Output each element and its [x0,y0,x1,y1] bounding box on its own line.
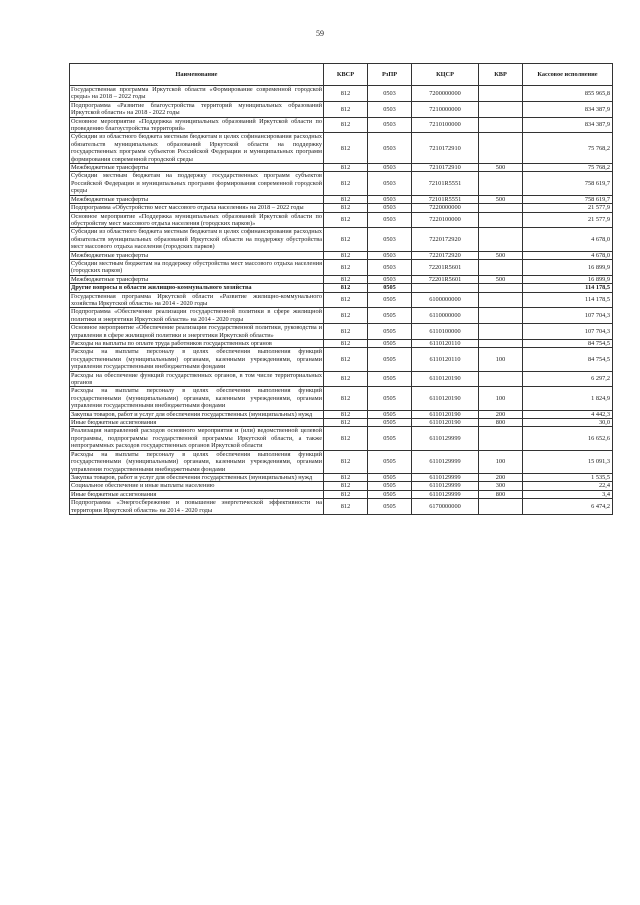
row-rzpr: 0505 [368,387,412,410]
row-name: Расходы на выплаты персоналу в целях обеспечения выполнения функций государственными (муниципальными) органами, казенными учреждениями, органами управления государственными внебюджетными фондами [71,387,322,410]
row-rzpr: 0503 [368,251,412,259]
row-kvsr: 812 [324,473,368,481]
row-kvsr: 812 [324,450,368,473]
row-kcsr: 6110129999 [412,427,479,450]
row-amount: 834 387,9 [523,117,613,133]
row-rzpr: 0505 [368,308,412,324]
row-kcsr: 6110120190 [412,410,479,418]
row-kvr: 800 [479,490,523,498]
row-rzpr: 0503 [368,117,412,133]
row-kvsr: 812 [324,204,368,212]
table-header-row [70,64,613,86]
row-amount: 3,4 [523,490,613,498]
row-kcsr: 6170000000 [412,499,479,515]
row-name: Субсидии местным бюджетам на поддержку обустройства мест массового отдыха населения (городских парков) [71,259,322,275]
row-amount: 855 965,8 [523,86,613,102]
row-kcsr: 6110120190 [412,371,479,387]
row-kcsr: 7210100000 [412,117,479,133]
table-row [70,275,613,283]
table-row [70,499,613,515]
row-name: Государственная программа Иркутской области «Развитие жилищно-коммунального хозяйства Иркутской области» на 2014 - 2020 годы [71,292,322,307]
table-row [70,212,613,228]
row-amount: 22,4 [523,482,613,490]
budget-table [69,63,613,515]
row-name: Иные бюджетные ассигнования [70,419,324,427]
row-kvr: 200 [479,410,523,418]
row-rzpr: 0503 [368,164,412,172]
row-name: Межбюджетные трансферты [70,275,324,283]
row-rzpr: 0505 [368,490,412,498]
table-row [70,251,613,259]
row-kvsr: 812 [324,164,368,172]
row-kvr: 100 [479,387,523,410]
table-row [70,164,613,172]
row-kcsr: 7220172920 [412,251,479,259]
row-kcsr: 6110129999 [412,482,479,490]
row-kvsr: 812 [324,387,368,410]
row-rzpr: 0505 [368,473,412,481]
row-rzpr: 0505 [368,340,412,348]
row-rzpr: 0505 [368,284,412,292]
row-name: Субсидии из областного бюджета местным бюджетам в целях софинансирования расходных обязательств муниципальных образований Иркутской области на поддержку государственных программ субъектов Российской Федерации и муниципальных программ формирования современной городской среды [71,133,322,163]
row-kcsr: 7210172910 [412,164,479,172]
row-rzpr: 0505 [368,419,412,427]
row-name: Межбюджетные трансферты [70,195,324,203]
row-kvr: 500 [479,275,523,283]
row-kvsr: 812 [324,251,368,259]
row-name: Расходы на выплаты персоналу в целях обеспечения выполнения функций государственными (муниципальными) органами, казенными учреждениями, органами управления государственными внебюджетными фондами [71,450,322,473]
row-kcsr: 6110120190 [412,387,479,410]
row-amount: 1 824,9 [523,387,613,410]
table-row [70,348,613,371]
row-rzpr: 0503 [368,259,412,275]
table-row [70,292,613,308]
table-row [70,308,613,324]
row-kvr [479,371,523,387]
row-kcsr: 6110129999 [412,490,479,498]
row-rzpr: 0505 [368,324,412,340]
row-name: Расходы на выплаты персоналу в целях обеспечения выполнения функций государственными (муниципальными) органами, казенными учреждениями, органами управления государственными внебюджетными фондами [71,348,322,371]
row-kcsr: 6110120110 [412,340,479,348]
table-row [70,284,613,292]
row-kvr [479,292,523,308]
table-body [70,86,613,515]
row-kcsr: 7200000000 [412,86,479,102]
row-kvr [479,340,523,348]
row-kcsr [412,284,479,292]
table-row [70,259,613,275]
row-kvr: 100 [479,348,523,371]
row-name: Межбюджетные трансферты [70,164,324,172]
row-name: Основное мероприятие «Обеспечение реализации государственной политики, руководства и управления в сфере жилищной политики и энергетики Иркутской области» [71,324,322,339]
row-rzpr: 0503 [368,204,412,212]
table-row [70,340,613,348]
row-kvr [479,86,523,102]
row-kvsr: 812 [324,86,368,102]
row-kvr [479,101,523,117]
row-kvsr: 812 [324,410,368,418]
row-name: Расходы на выплаты по оплате труда работников государственных органов [70,340,324,348]
row-kcsr: 6110000000 [412,308,479,324]
row-kvr [479,133,523,164]
table-row [70,324,613,340]
row-kvsr: 812 [324,371,368,387]
table-row [70,450,613,473]
row-kvr [479,228,523,251]
row-name: Подпрограмма «Обустройство мест массового отдыха населения» на 2018 – 2022 годы [70,204,324,212]
row-amount: 16 899,9 [523,259,613,275]
row-kvsr: 812 [324,259,368,275]
row-kvr: 500 [479,164,523,172]
header-name: Наименование [70,64,324,86]
row-name: Основное мероприятие «Поддержка муниципальных образований Иркутской области по проведению благоустройства территорий» [71,117,322,133]
row-kvsr: 812 [324,427,368,450]
table-row [70,86,613,102]
row-amount: 6 474,2 [523,499,613,515]
row-amount: 84 754,5 [523,340,613,348]
row-amount: 114 178,5 [523,292,613,308]
table-row [70,228,613,251]
row-rzpr: 0505 [368,410,412,418]
row-kvsr: 812 [324,133,368,164]
row-amount: 16 652,6 [523,427,613,450]
row-rzpr: 0503 [368,195,412,203]
row-kcsr: 6110100000 [412,324,479,340]
row-kvsr: 812 [324,228,368,251]
row-kcsr: 72101R5551 [412,172,479,195]
row-kvr: 100 [479,450,523,473]
row-name: Закупка товаров, работ и услуг для обеспечения государственных (муниципальных) нужд [70,410,324,418]
row-name: Подпрограмма «Обеспечение реализации государственной политики в сфере жилищной политики и энергетики Иркутской области» на 2014 - 2020 годы [71,308,322,323]
row-name: Закупка товаров, работ и услуг для обеспечения государственных (муниципальных) нужд [70,473,324,481]
row-name: Подпрограмма «Энергосбережение и повышение энергетической эффективности на территории Иркутской области» на 2014 - 2020 годы [71,499,322,514]
row-amount: 6 297,2 [523,371,613,387]
row-kvsr: 812 [324,117,368,133]
row-kcsr: 7220100000 [412,212,479,228]
row-amount: 4 442,3 [523,410,613,418]
row-amount: 4 678,0 [523,251,613,259]
table-row [70,387,613,410]
row-kvr [479,284,523,292]
row-amount: 30,0 [523,419,613,427]
row-rzpr: 0505 [368,292,412,308]
row-kcsr: 72201R5601 [412,275,479,283]
table-row [70,101,613,117]
row-rzpr: 0505 [368,450,412,473]
row-name: Субсидии местным бюджетам на поддержку государственных программ субъектов Российской Федерации и муниципальных программ формирования современной городской среды [71,172,322,195]
row-kvsr: 812 [324,292,368,308]
table-row [70,490,613,498]
header-kvsr: КВСР [324,64,368,86]
row-name: Иные бюджетные ассигнования [70,490,324,498]
row-name: Государственная программа Иркутской области «Формирование современной городской среды» на 2018 – 2022 годы [71,86,322,101]
row-rzpr: 0503 [368,133,412,164]
row-name: Социальное обеспечение и иные выплаты населению [70,482,324,490]
row-kvr [479,212,523,228]
row-name: Основное мероприятие «Поддержка муниципальных образований Иркутской области по обустройству мест массового отдыха населения (городских парков)» [71,212,322,227]
row-amount: 758 619,7 [523,195,613,203]
row-kvsr: 812 [324,348,368,371]
row-amount: 107 704,3 [523,324,613,340]
row-name: Расходы на обеспечение функций государственных органов, в том числе территориальных органов [71,371,322,387]
row-rzpr: 0505 [368,482,412,490]
row-kvsr: 812 [324,284,368,292]
row-kvsr: 812 [324,275,368,283]
row-kvr [479,324,523,340]
table-row [70,204,613,212]
row-kvsr: 812 [324,482,368,490]
row-kvr: 500 [479,195,523,203]
row-kvsr: 812 [324,195,368,203]
row-name: Межбюджетные трансферты [70,251,324,259]
table-row [70,427,613,450]
row-kcsr: 7220000000 [412,204,479,212]
row-name: Субсидии из областного бюджета местным бюджетам в целях софинансирования расходных обязательств муниципальных образований Иркутской области на поддержку обустройства мест массового отдыха населения (городских парков) [71,228,322,251]
row-kcsr: 6110129999 [412,450,479,473]
row-amount: 834 387,9 [523,101,613,117]
row-name: Подпрограмма «Развитие благоустройства территорий муниципальных образований Иркутской области» на 2018 - 2022 годы [71,101,322,117]
header-kcsr: КЦСР [412,64,479,86]
row-amount: 4 678,0 [523,228,613,251]
row-kvr [479,204,523,212]
row-kcsr: 72201R5601 [412,259,479,275]
row-kvsr: 812 [324,308,368,324]
table-row [70,410,613,418]
header-kvr: КВР [479,64,523,86]
row-name: Другие вопросы в области жилищно-коммунального хозяйства [70,284,324,292]
row-kvr [479,499,523,515]
row-amount: 84 754,5 [523,348,613,371]
table-row [70,117,613,133]
row-amount: 21 577,9 [523,204,613,212]
table-row [70,419,613,427]
row-kcsr: 6110120110 [412,348,479,371]
row-rzpr: 0503 [368,86,412,102]
row-kvr [479,259,523,275]
row-kvr [479,308,523,324]
row-amount: 75 768,2 [523,133,613,164]
table-row [70,482,613,490]
row-kvsr: 812 [324,212,368,228]
row-name: Реализация направлений расходов основного мероприятия и (или) ведомственной целевой программы, подпрограммы государственной программы Иркутской области, а также непрограммных расходов государственных органов Иркутской области [71,427,322,450]
row-amount: 21 577,9 [523,212,613,228]
row-amount: 114 178,5 [523,284,613,292]
row-kvr [479,117,523,133]
row-kvsr: 812 [324,172,368,195]
row-kcsr: 7210000000 [412,101,479,117]
row-kvsr: 812 [324,499,368,515]
row-kvsr: 812 [324,419,368,427]
row-rzpr: 0503 [368,172,412,195]
row-rzpr: 0503 [368,212,412,228]
row-kvr: 500 [479,251,523,259]
row-amount: 107 704,3 [523,308,613,324]
table-row [70,133,613,164]
row-kvsr: 812 [324,490,368,498]
row-amount: 15 091,3 [523,450,613,473]
row-rzpr: 0503 [368,228,412,251]
row-kvr: 200 [479,473,523,481]
row-kcsr: 7220172920 [412,228,479,251]
row-kcsr: 7210172910 [412,133,479,164]
row-kvsr: 812 [324,340,368,348]
row-amount: 1 535,5 [523,473,613,481]
row-rzpr: 0503 [368,101,412,117]
row-kvr: 800 [479,419,523,427]
row-rzpr: 0503 [368,275,412,283]
header-rzpr: РзПР [368,64,412,86]
row-kvr [479,172,523,195]
row-amount: 16 899,9 [523,275,613,283]
row-rzpr: 0505 [368,371,412,387]
row-kvr: 300 [479,482,523,490]
table-row [70,172,613,195]
row-kvsr: 812 [324,324,368,340]
row-kvsr: 812 [324,101,368,117]
page-number: 59 [316,29,324,38]
row-kcsr: 6100000000 [412,292,479,308]
table-row [70,195,613,203]
header-amount: Кассовое исполнение [523,64,613,86]
row-rzpr: 0505 [368,499,412,515]
row-kcsr: 72101R5551 [412,195,479,203]
table-row [70,371,613,387]
row-amount: 75 768,2 [523,164,613,172]
row-kvr [479,427,523,450]
table-row [70,473,613,481]
row-rzpr: 0505 [368,427,412,450]
row-rzpr: 0505 [368,348,412,371]
row-amount: 758 619,7 [523,172,613,195]
row-kcsr: 6110120190 [412,419,479,427]
row-kcsr: 6110129999 [412,473,479,481]
